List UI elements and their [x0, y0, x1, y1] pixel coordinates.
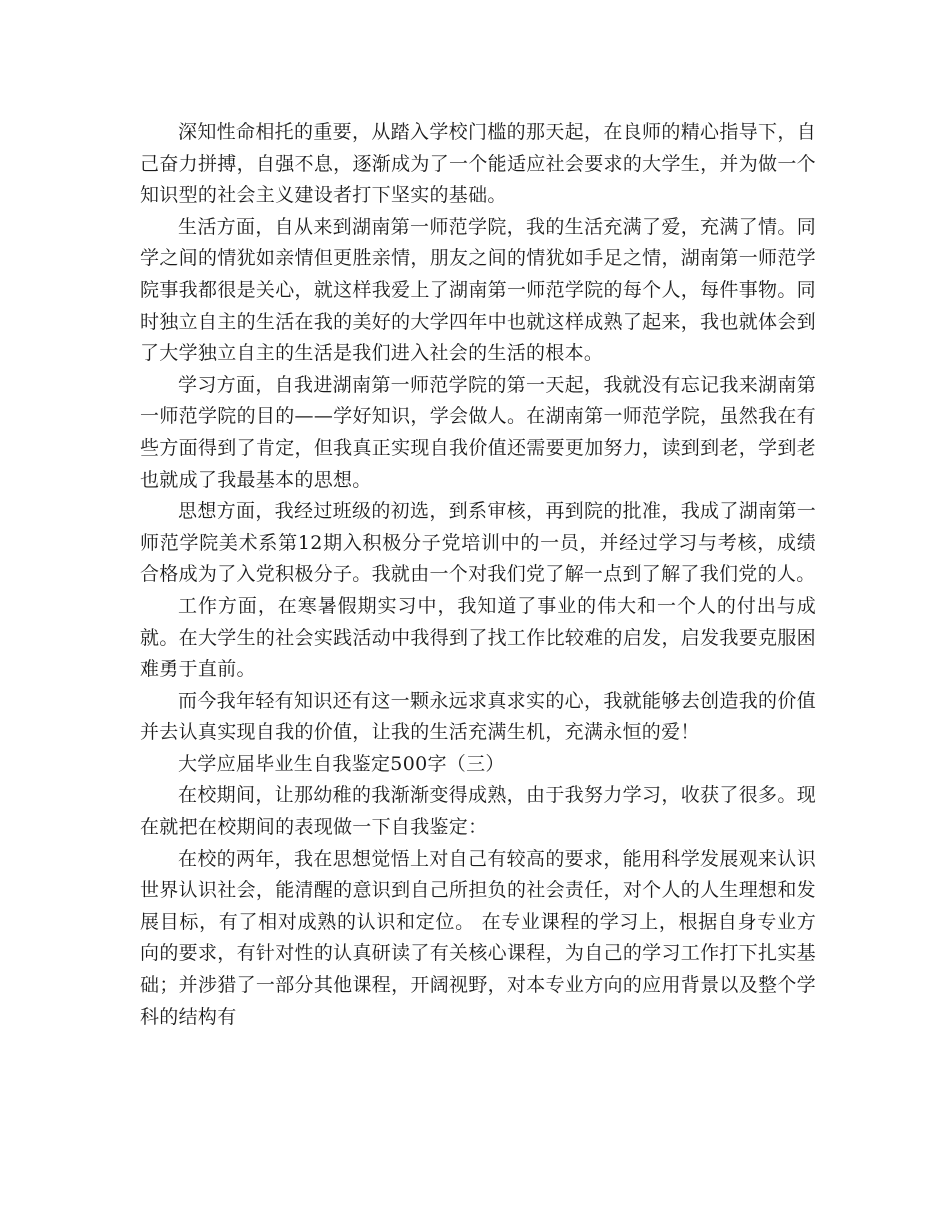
- document-body: [140, 117, 816, 1033]
- paragraph-2: 生活方面，自从来到湖南第一师范学院，我的生活充满了爱，充满了情。同学之间的情犹如亲情但更胜亲情，朋友之间的情犹如手足之情，湖南第一师范学院事我都很是关心，就这样我爱上了湖南第一师范学院的每个人，每件事物。同时独立自主的生活在我的美好的大学四年中也就这样成熟了起来，我也就体会到了大学独立自主的生活是我们进入社会的生活的根本。: [140, 215, 816, 365]
- paragraph-5: 工作方面，在寒暑假期实习中，我知道了事业的伟大和一个人的付出与成就。在大学生的社会实践活动中我得到了找工作比较难的启发，启发我要克服困难勇于直前。: [140, 594, 816, 681]
- paragraph-4: 思想方面，我经过班级的初选，到系审核，再到院的批准，我成了湖南第一师范学院美术系第12期入积极分子党培训中的一员，并经过学习与考核，成绩合格成为了入党积极分子。我就由一个对我们党了解一点到了解了我们党的人。: [140, 500, 816, 586]
- paragraph-6: 而今我年轻有知识还有这一颗永远求真求实的心，我就能够去创造我的价值并去认真实现自我的价值，让我的生活充满生机，充满永恒的爱！: [140, 689, 816, 744]
- paragraph-8: 在校的两年，我在思想觉悟上对自己有较高的要求，能用科学发展观来认识世界认识社会，能清醒的意识到自己所担负的社会责任，对个人的人生理想和发展目标，有了相对成熟的认识和定位。 在专业课程的学习上，根据自身专业方向的要求，有针对性的认真研读了有关核心课程，为自己的学习工作打下扎实基础；并涉猎了一部分其他课程，开阔视野，对本专业方向的应用背景以及整个学科的结构有: [140, 847, 816, 1028]
- section-heading: 大学应届毕业生自我鉴定500字（三）: [178, 752, 505, 775]
- paragraph-7: 在校期间，让那幼稚的我渐渐变得成熟，由于我努力学习，收获了很多。现在就把在校期间的表现做一下自我鉴定：: [140, 784, 816, 839]
- paragraph-3: 学习方面，自我进湖南第一师范学院的第一天起，我就没有忘记我来湖南第一师范学院的目的——学好知识，学会做人。在湖南第一师范学院，虽然我在有些方面得到了肯定，但我真正实现自我价值还需要更加努力，读到到老，学到老也就成了我最基本的思想。: [140, 373, 816, 491]
- paragraph-1: 深知性命相托的重要，从踏入学校门槛的那天起，在良师的精心指导下，自己奋力拼搏，自强不息，逐渐成为了一个能适应社会要求的大学生，并为做一个知识型的社会主义建设者打下坚实的基础。: [140, 121, 816, 207]
